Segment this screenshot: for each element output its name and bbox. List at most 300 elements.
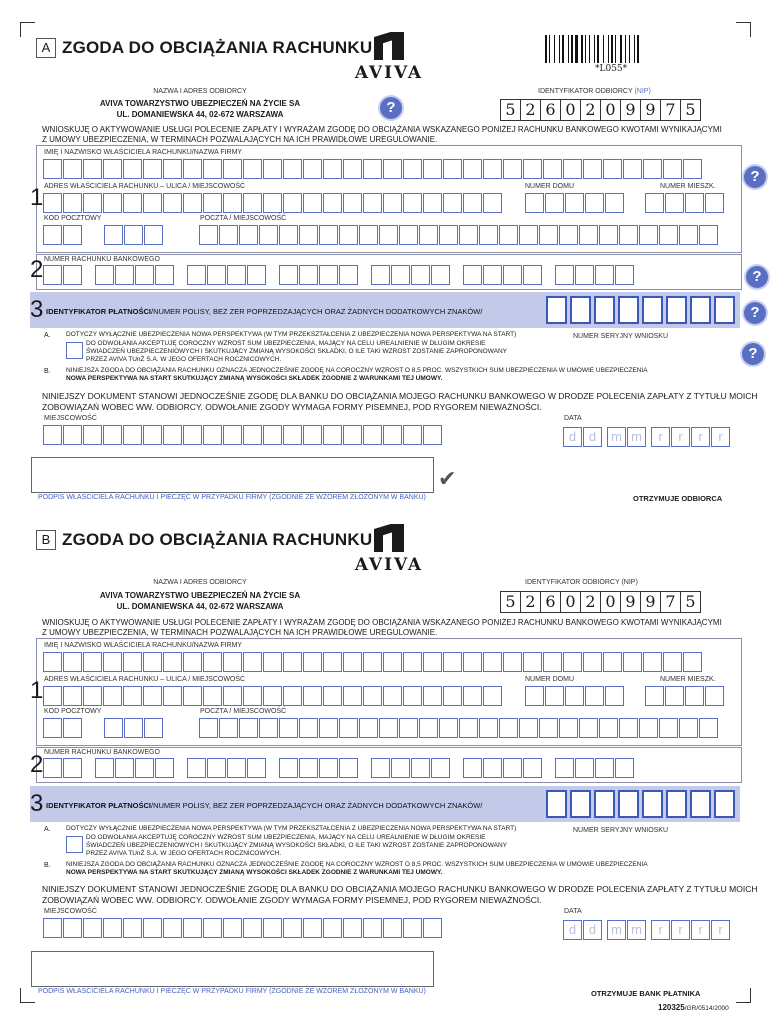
date-cell[interactable]: d [563, 920, 582, 940]
input-cell[interactable] [714, 296, 735, 324]
house-number-cells[interactable] [525, 193, 624, 213]
account-digit-cell[interactable] [339, 265, 358, 285]
zip-cells-1[interactable] [43, 225, 82, 245]
input-cell[interactable] [423, 159, 442, 179]
account-digit-cell[interactable] [575, 758, 594, 778]
input-cell[interactable] [219, 225, 238, 245]
input-cell[interactable] [343, 686, 362, 706]
input-cell[interactable] [323, 652, 342, 672]
input-cell[interactable] [359, 225, 378, 245]
account-digit-cell[interactable] [135, 265, 154, 285]
input-cell[interactable] [363, 918, 382, 938]
account-digit-cell[interactable] [115, 758, 134, 778]
input-cell[interactable] [563, 652, 582, 672]
account-digit-cell[interactable] [595, 758, 614, 778]
input-cell[interactable] [279, 718, 298, 738]
input-cell[interactable] [283, 686, 302, 706]
input-cell[interactable] [144, 718, 163, 738]
account-digit-cell[interactable] [411, 758, 430, 778]
input-cell[interactable] [263, 686, 282, 706]
input-cell[interactable] [359, 718, 378, 738]
account-digit-cell[interactable] [483, 758, 502, 778]
input-cell[interactable] [223, 159, 242, 179]
input-cell[interactable] [483, 652, 502, 672]
input-cell[interactable] [223, 193, 242, 213]
input-cell[interactable] [423, 918, 442, 938]
input-cell[interactable] [303, 652, 322, 672]
input-cell[interactable] [383, 193, 402, 213]
account-digit-cell[interactable] [555, 265, 574, 285]
input-cell[interactable] [483, 686, 502, 706]
account-digit-cell[interactable] [279, 265, 298, 285]
input-cell[interactable] [714, 790, 735, 818]
clause-a-checkbox[interactable] [66, 342, 83, 359]
input-cell[interactable] [259, 225, 278, 245]
input-cell[interactable] [690, 790, 711, 818]
input-cell[interactable] [665, 193, 684, 213]
input-cell[interactable] [203, 686, 222, 706]
input-cell[interactable] [319, 225, 338, 245]
input-cell[interactable] [565, 686, 584, 706]
input-cell[interactable] [103, 686, 122, 706]
date-cells[interactable] [563, 920, 730, 940]
input-cell[interactable] [699, 718, 718, 738]
input-cell[interactable] [643, 652, 662, 672]
input-cell[interactable] [303, 193, 322, 213]
input-cell[interactable] [223, 918, 242, 938]
help-icon[interactable]: ? [744, 166, 766, 188]
date-cell[interactable]: r [691, 427, 710, 447]
input-cell[interactable] [83, 652, 102, 672]
input-cell[interactable] [363, 425, 382, 445]
input-cell[interactable] [685, 686, 704, 706]
date-cell[interactable]: d [563, 427, 582, 447]
account-digit-cell[interactable] [135, 758, 154, 778]
input-cell[interactable] [203, 918, 222, 938]
input-cell[interactable] [545, 686, 564, 706]
input-cell[interactable] [144, 225, 163, 245]
input-cell[interactable] [483, 193, 502, 213]
input-cell[interactable] [183, 652, 202, 672]
input-cell[interactable] [403, 425, 422, 445]
input-cell[interactable] [343, 652, 362, 672]
place-cells[interactable] [43, 425, 442, 445]
owner-name-cells[interactable] [43, 652, 702, 672]
input-cell[interactable] [83, 193, 102, 213]
account-digit-cell[interactable] [615, 265, 634, 285]
input-cell[interactable] [705, 193, 724, 213]
input-cell[interactable] [243, 686, 262, 706]
input-cell[interactable] [379, 225, 398, 245]
input-cell[interactable] [563, 159, 582, 179]
account-digit-cell[interactable] [299, 758, 318, 778]
input-cell[interactable] [239, 718, 258, 738]
input-cell[interactable] [303, 425, 322, 445]
input-cell[interactable] [605, 686, 624, 706]
input-cell[interactable] [323, 159, 342, 179]
input-cell[interactable] [63, 225, 82, 245]
input-cell[interactable] [523, 652, 542, 672]
input-cell[interactable] [690, 296, 711, 324]
input-cell[interactable] [124, 225, 143, 245]
input-cell[interactable] [383, 425, 402, 445]
input-cell[interactable] [543, 652, 562, 672]
input-cell[interactable] [570, 296, 591, 324]
input-cell[interactable] [399, 225, 418, 245]
input-cell[interactable] [443, 652, 462, 672]
input-cell[interactable] [43, 918, 62, 938]
input-cell[interactable] [183, 918, 202, 938]
input-cell[interactable] [523, 159, 542, 179]
account-digit-cell[interactable] [463, 758, 482, 778]
account-digit-cell[interactable] [155, 758, 174, 778]
input-cell[interactable] [683, 652, 702, 672]
input-cell[interactable] [570, 790, 591, 818]
input-cell[interactable] [639, 718, 658, 738]
input-cell[interactable] [403, 918, 422, 938]
input-cell[interactable] [343, 918, 362, 938]
input-cell[interactable] [699, 225, 718, 245]
input-cell[interactable] [323, 686, 342, 706]
owner-name-cells[interactable] [43, 159, 702, 179]
input-cell[interactable] [403, 193, 422, 213]
input-cell[interactable] [263, 193, 282, 213]
input-cell[interactable] [383, 686, 402, 706]
input-cell[interactable] [203, 652, 222, 672]
input-cell[interactable] [83, 918, 102, 938]
date-cell[interactable]: d [583, 427, 602, 447]
account-digit-cell[interactable] [299, 265, 318, 285]
input-cell[interactable] [619, 225, 638, 245]
date-cell[interactable]: r [711, 427, 730, 447]
input-cell[interactable] [163, 159, 182, 179]
input-cell[interactable] [63, 425, 82, 445]
account-digit-cell[interactable] [371, 265, 390, 285]
input-cell[interactable] [223, 652, 242, 672]
input-cell[interactable] [199, 225, 218, 245]
input-cell[interactable] [163, 686, 182, 706]
input-cell[interactable] [565, 193, 584, 213]
input-cell[interactable] [423, 193, 442, 213]
account-digit-cell[interactable] [95, 758, 114, 778]
input-cell[interactable] [666, 296, 687, 324]
zip-cells-1[interactable] [43, 718, 82, 738]
input-cell[interactable] [63, 718, 82, 738]
input-cell[interactable] [43, 425, 62, 445]
date-cell[interactable]: d [583, 920, 602, 940]
account-digit-cell[interactable] [595, 265, 614, 285]
input-cell[interactable] [659, 225, 678, 245]
input-cell[interactable] [239, 225, 258, 245]
input-cell[interactable] [525, 686, 544, 706]
account-digit-cell[interactable] [503, 758, 522, 778]
input-cell[interactable] [363, 686, 382, 706]
input-cell[interactable] [143, 425, 162, 445]
input-cell[interactable] [203, 425, 222, 445]
date-cell[interactable]: r [711, 920, 730, 940]
input-cell[interactable] [545, 193, 564, 213]
input-cell[interactable] [343, 425, 362, 445]
input-cell[interactable] [183, 686, 202, 706]
input-cell[interactable] [243, 652, 262, 672]
account-digit-cell[interactable] [431, 758, 450, 778]
input-cell[interactable] [143, 193, 162, 213]
input-cell[interactable] [619, 718, 638, 738]
account-digit-cell[interactable] [43, 758, 62, 778]
input-cell[interactable] [546, 790, 567, 818]
input-cell[interactable] [279, 225, 298, 245]
account-digit-cell[interactable] [391, 758, 410, 778]
input-cell[interactable] [579, 225, 598, 245]
account-digit-cell[interactable] [319, 265, 338, 285]
input-cell[interactable] [459, 718, 478, 738]
input-cell[interactable] [104, 225, 123, 245]
input-cell[interactable] [303, 918, 322, 938]
input-cell[interactable] [605, 193, 624, 213]
zip-cells-2[interactable] [104, 718, 163, 738]
input-cell[interactable] [63, 686, 82, 706]
account-digit-cell[interactable] [391, 265, 410, 285]
signature-box[interactable] [31, 457, 434, 493]
account-digit-cell[interactable] [115, 265, 134, 285]
input-cell[interactable] [659, 718, 678, 738]
post-cells[interactable] [199, 718, 718, 738]
signature-box[interactable] [31, 951, 434, 987]
date-cell[interactable]: r [691, 920, 710, 940]
input-cell[interactable] [219, 718, 238, 738]
input-cell[interactable] [559, 225, 578, 245]
input-cell[interactable] [223, 425, 242, 445]
input-cell[interactable] [679, 225, 698, 245]
input-cell[interactable] [663, 652, 682, 672]
input-cell[interactable] [683, 159, 702, 179]
payment-id-cells[interactable] [546, 296, 735, 324]
flat-number-cells[interactable] [645, 686, 724, 706]
account-digit-cell[interactable] [279, 758, 298, 778]
account-number-cells[interactable] [43, 265, 743, 287]
input-cell[interactable] [439, 225, 458, 245]
input-cell[interactable] [383, 652, 402, 672]
input-cell[interactable] [499, 225, 518, 245]
account-digit-cell[interactable] [483, 265, 502, 285]
input-cell[interactable] [263, 652, 282, 672]
input-cell[interactable] [594, 296, 615, 324]
input-cell[interactable] [123, 425, 142, 445]
input-cell[interactable] [539, 718, 558, 738]
input-cell[interactable] [263, 159, 282, 179]
input-cell[interactable] [583, 652, 602, 672]
input-cell[interactable] [143, 159, 162, 179]
input-cell[interactable] [243, 159, 262, 179]
input-cell[interactable] [323, 918, 342, 938]
account-digit-cell[interactable] [155, 265, 174, 285]
help-icon[interactable]: ? [744, 302, 766, 324]
input-cell[interactable] [618, 296, 639, 324]
input-cell[interactable] [579, 718, 598, 738]
account-digit-cell[interactable] [523, 758, 542, 778]
input-cell[interactable] [104, 718, 123, 738]
account-digit-cell[interactable] [555, 758, 574, 778]
account-digit-cell[interactable] [575, 265, 594, 285]
street-cells[interactable] [43, 686, 502, 706]
input-cell[interactable] [243, 425, 262, 445]
input-cell[interactable] [403, 652, 422, 672]
input-cell[interactable] [283, 193, 302, 213]
date-cell[interactable]: m [607, 920, 626, 940]
flat-number-cells[interactable] [645, 193, 724, 213]
input-cell[interactable] [423, 425, 442, 445]
input-cell[interactable] [199, 718, 218, 738]
input-cell[interactable] [43, 652, 62, 672]
account-digit-cell[interactable] [63, 758, 82, 778]
date-cell[interactable]: m [607, 427, 626, 447]
input-cell[interactable] [123, 159, 142, 179]
input-cell[interactable] [363, 193, 382, 213]
input-cell[interactable] [43, 225, 62, 245]
input-cell[interactable] [439, 718, 458, 738]
input-cell[interactable] [403, 686, 422, 706]
input-cell[interactable] [479, 718, 498, 738]
account-digit-cell[interactable] [431, 265, 450, 285]
zip-cells-2[interactable] [104, 225, 163, 245]
input-cell[interactable] [423, 686, 442, 706]
input-cell[interactable] [339, 718, 358, 738]
date-cell[interactable]: r [671, 427, 690, 447]
input-cell[interactable] [543, 159, 562, 179]
input-cell[interactable] [585, 686, 604, 706]
account-number-cells[interactable] [43, 758, 743, 780]
input-cell[interactable] [243, 193, 262, 213]
date-cell[interactable]: m [627, 427, 646, 447]
input-cell[interactable] [539, 225, 558, 245]
account-digit-cell[interactable] [187, 758, 206, 778]
input-cell[interactable] [503, 652, 522, 672]
input-cell[interactable] [123, 686, 142, 706]
account-digit-cell[interactable] [95, 265, 114, 285]
input-cell[interactable] [183, 193, 202, 213]
input-cell[interactable] [499, 718, 518, 738]
input-cell[interactable] [546, 296, 567, 324]
account-digit-cell[interactable] [523, 265, 542, 285]
input-cell[interactable] [143, 918, 162, 938]
input-cell[interactable] [594, 790, 615, 818]
input-cell[interactable] [705, 686, 724, 706]
input-cell[interactable] [43, 193, 62, 213]
help-icon[interactable]: ? [746, 266, 768, 288]
input-cell[interactable] [303, 686, 322, 706]
account-digit-cell[interactable] [615, 758, 634, 778]
input-cell[interactable] [124, 718, 143, 738]
input-cell[interactable] [183, 425, 202, 445]
input-cell[interactable] [599, 718, 618, 738]
input-cell[interactable] [666, 790, 687, 818]
place-cells[interactable] [43, 918, 442, 938]
input-cell[interactable] [643, 159, 662, 179]
input-cell[interactable] [463, 193, 482, 213]
input-cell[interactable] [399, 718, 418, 738]
input-cell[interactable] [63, 193, 82, 213]
date-cell[interactable]: r [651, 427, 670, 447]
input-cell[interactable] [223, 686, 242, 706]
account-digit-cell[interactable] [503, 265, 522, 285]
input-cell[interactable] [123, 193, 142, 213]
input-cell[interactable] [559, 718, 578, 738]
input-cell[interactable] [463, 159, 482, 179]
input-cell[interactable] [283, 918, 302, 938]
date-cells[interactable] [563, 427, 730, 447]
input-cell[interactable] [383, 918, 402, 938]
account-digit-cell[interactable] [371, 758, 390, 778]
input-cell[interactable] [303, 159, 322, 179]
input-cell[interactable] [103, 918, 122, 938]
input-cell[interactable] [618, 790, 639, 818]
input-cell[interactable] [339, 225, 358, 245]
input-cell[interactable] [419, 225, 438, 245]
input-cell[interactable] [603, 652, 622, 672]
account-digit-cell[interactable] [63, 265, 82, 285]
input-cell[interactable] [443, 686, 462, 706]
input-cell[interactable] [263, 425, 282, 445]
input-cell[interactable] [123, 918, 142, 938]
input-cell[interactable] [43, 718, 62, 738]
input-cell[interactable] [623, 159, 642, 179]
input-cell[interactable] [83, 159, 102, 179]
input-cell[interactable] [503, 159, 522, 179]
input-cell[interactable] [343, 159, 362, 179]
input-cell[interactable] [143, 686, 162, 706]
input-cell[interactable] [663, 159, 682, 179]
account-digit-cell[interactable] [411, 265, 430, 285]
account-digit-cell[interactable] [207, 758, 226, 778]
input-cell[interactable] [519, 718, 538, 738]
account-digit-cell[interactable] [207, 265, 226, 285]
date-cell[interactable]: r [651, 920, 670, 940]
street-cells[interactable] [43, 193, 502, 213]
input-cell[interactable] [459, 225, 478, 245]
account-digit-cell[interactable] [319, 758, 338, 778]
input-cell[interactable] [443, 159, 462, 179]
input-cell[interactable] [463, 686, 482, 706]
input-cell[interactable] [599, 225, 618, 245]
input-cell[interactable] [383, 159, 402, 179]
input-cell[interactable] [163, 193, 182, 213]
account-digit-cell[interactable] [43, 265, 62, 285]
input-cell[interactable] [163, 425, 182, 445]
post-cells[interactable] [199, 225, 718, 245]
account-digit-cell[interactable] [227, 758, 246, 778]
account-digit-cell[interactable] [247, 758, 266, 778]
input-cell[interactable] [263, 918, 282, 938]
input-cell[interactable] [603, 159, 622, 179]
input-cell[interactable] [299, 225, 318, 245]
input-cell[interactable] [283, 425, 302, 445]
input-cell[interactable] [123, 652, 142, 672]
payment-id-cells[interactable] [546, 790, 735, 818]
account-digit-cell[interactable] [187, 265, 206, 285]
input-cell[interactable] [685, 193, 704, 213]
input-cell[interactable] [283, 159, 302, 179]
date-cell[interactable]: m [627, 920, 646, 940]
input-cell[interactable] [163, 918, 182, 938]
input-cell[interactable] [203, 193, 222, 213]
account-digit-cell[interactable] [247, 265, 266, 285]
input-cell[interactable] [423, 652, 442, 672]
input-cell[interactable] [642, 790, 663, 818]
input-cell[interactable] [623, 652, 642, 672]
input-cell[interactable] [419, 718, 438, 738]
input-cell[interactable] [103, 652, 122, 672]
input-cell[interactable] [83, 425, 102, 445]
